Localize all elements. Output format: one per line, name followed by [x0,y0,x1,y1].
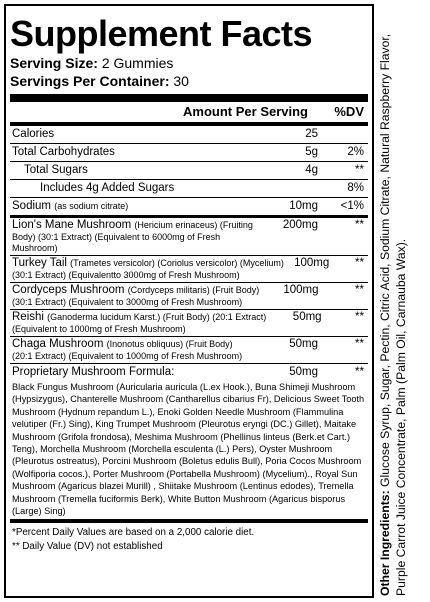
panel-title: Supplement Facts [10,13,313,54]
footnote-dv-not-established: ** Daily Value (DV) not established [12,541,163,553]
nutrient-row-calories [10,126,368,144]
nutrient-row-sodium [10,198,368,218]
nutrient-row-carbohydrates [10,144,368,162]
mushroom-amount: 100mg [294,257,330,269]
mushroom-name-cell [10,338,258,362]
mushroom-detail: (Trametes versicolor) (Coriolus versicolor) (Mycelium) [70,258,284,268]
mushroom-detail: (Ganoderma lucidum Karst.) (Fruit Body) (20:1 Extract) [47,312,267,322]
mushroom-detail-2: (30:1 Extract) (Equivalentto 3000mg of Fresh Mushroom) [12,270,240,280]
mushroom-name-cell [10,284,259,308]
other-ingredients-label: Other Ingredients: [378,490,392,596]
mushroom-detail: (Inonotus obliquus) (Fruit Body) [106,339,233,349]
mushroom-name-line [12,284,259,296]
proprietary-formula-header [12,365,368,380]
mushroom-dv: ** [355,338,364,350]
proprietary-name: Proprietary Mushroom Formula: [12,366,175,378]
nutrient-amount: 25 [305,128,318,140]
dv-header: %DV [334,104,364,119]
servings-per-container [10,72,368,90]
nutrient-name: Includes 4g Added Sugars [40,182,175,194]
mushroom-row-cordyceps [10,283,368,310]
nutrient-row-added-sugars [10,180,368,198]
mushroom-row-lions-mane [10,218,368,256]
mushroom-row-turkey-tail [10,256,368,283]
mushroom-detail-2: Body) (30:1 Extract) (Equivalent to 6000mg of Fresh Mushroom) [12,232,221,253]
mushroom-name: Reishi [12,311,44,323]
footnotes [10,523,368,554]
mushroom-amount: 50mg [289,338,318,350]
sodium-label: Sodium [12,200,51,212]
mushroom-detail-2: (30:1 Extract) (Equivalent to 3000mg of Fresh Mushroom) [12,297,243,307]
other-ingredients [378,4,428,598]
mushroom-amount: 100mg [283,284,319,296]
divider-thick [10,94,368,102]
mushroom-name: Chaga Mushroom [12,338,104,350]
nutrient-dv: ** [355,164,364,176]
mushroom-dv: ** [355,219,364,231]
mushroom-name-line [12,219,253,231]
serving-size-label: Serving Size: [10,55,98,71]
servings-label: Servings Per Container: [10,73,170,89]
nutrient-amount: 4g [305,164,318,176]
serving-size-value: 2 Gummies [101,55,174,71]
amount-per-serving-header: Amount Per Serving [183,104,308,119]
mushroom-amount: 200mg [282,219,318,231]
table-header [10,102,368,126]
mushroom-amount: 50mg [292,311,322,323]
mushroom-dv: ** [355,257,364,269]
nutrient-dv: <1% [340,200,364,212]
mushroom-name-line [12,257,284,269]
mushroom-row-reishi [10,310,368,337]
nutrient-name: Calories [12,128,55,140]
supplement-facts-panel [4,4,374,598]
mushroom-name: Lion's Mane Mushroom [12,219,132,231]
nutrient-name [10,199,258,214]
mushroom-name: Cordyceps Mushroom [12,284,125,296]
nutrient-name: Total Sugars [24,164,88,176]
footnote-percent-dv: *Percent Daily Values are based on a 2,000 calorie diet. [12,527,255,539]
mushroom-name-line [12,338,233,350]
proprietary-dv: ** [355,366,364,378]
mushroom-dv: ** [355,284,364,296]
nutrient-dv: 2% [347,146,364,158]
nutrient-amount: 10mg [289,200,318,212]
mushroom-name-line [12,311,266,323]
nutrient-dv: 8% [347,182,364,194]
mushroom-detail-2: (20:1 Extract) (Equivalent to 1000mg of Fresh Mushroom) [12,351,243,361]
mushroom-name-cell [10,219,258,254]
servings-value: 30 [173,73,189,89]
mushroom-name-cell [10,311,266,335]
mushroom-dv: ** [355,311,364,323]
nutrient-row-sugars [10,162,368,180]
mushroom-detail-2: (Equivalent to 1000mg of Fresh Mushroom) [12,324,186,334]
mushroom-name-cell [10,257,284,281]
nutrient-name: Total Carbohydrates [12,146,115,158]
mushroom-row-chaga [10,337,368,364]
mushroom-detail: (Hericium erinaceus) (Fruiting [134,220,253,230]
proprietary-formula [10,364,368,523]
mushroom-name: Turkey Tail [12,257,67,269]
sodium-note: (as sodium citrate) [54,201,129,211]
mushroom-detail: (Cordyceps militaris) (Fruit Body) [127,285,260,295]
proprietary-ingredients: Black Fungus Mushroom (Auricularia auricula (L.ex Hook.), Buna Shimeji Mushroom (Hypsizygus), Chanterelle Mushroom (Cantharellus cibarius Fr), Delicious Sweet Tooth Mushroom (Hydnum repandum L.), Enoki Golden Needle Mushroom (Flammulina velutiper (Fr.) Sing), King Trumpet Mushroom (Pleurotus eryngi (DC.) Gillet), Maitake Mushroom (Grifola frondosa), Meshima Mushroom (Phellinus linteus (Berk.et Cart.) Teng), Morchella Mushroom (Morchella esculenta (L.) Pers), Oyster Mushroom (Pleurotus ostreatus), Porcini Mushroom (Boletus edulis Bull), Poria Cocos Mushroom (Wolfiporia cocos.), Porter Mushroom (Portabella Mushroom) (Mycelium)., Royal Sun Mushroom (Agaricus blazei Murill) , Shiitake Mushroom (Lentinus edodes), Tremella Mushroom (Tremella fuciformis Berk), White Button Mushroom (Agaricus bisporus (Large) Sing) [12,382,365,517]
nutrient-amount: 5g [305,146,318,158]
other-ingredients-text: Glucose Syrup, Sugar, Pectin, Citric Acid, Sodium Citrate, Natural Raspberry Flavor, Purple Carrot Juice Concentrate, Palm (Palm Oil, Carnauba Wax). [378,33,408,596]
proprietary-amount: 50mg [289,366,318,378]
serving-size [10,54,368,72]
